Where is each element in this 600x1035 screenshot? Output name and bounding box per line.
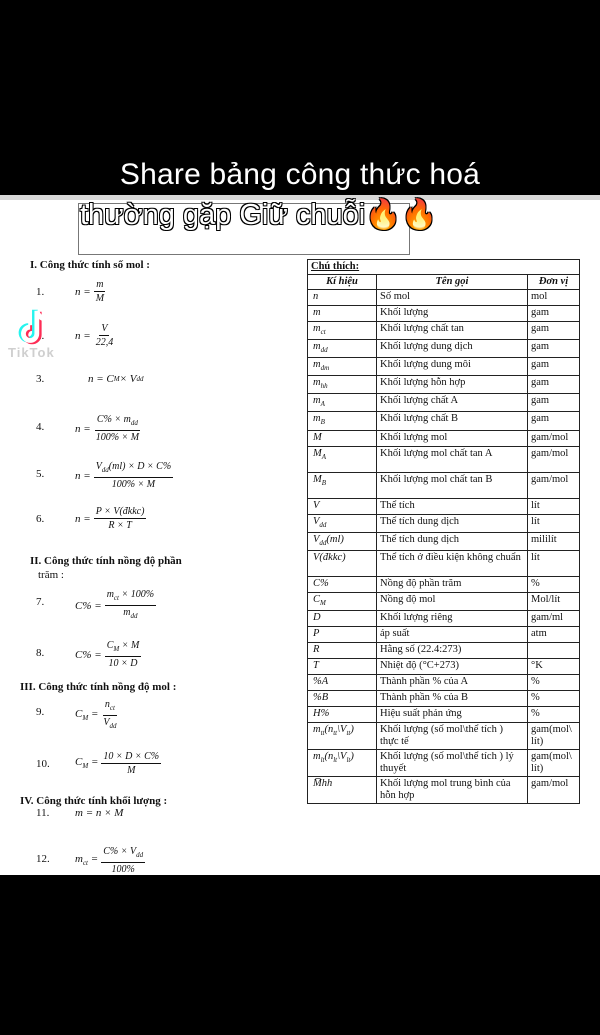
table-row — [308, 430, 580, 446]
cell-name: Khối lượng chất B — [377, 412, 528, 430]
cell-unit: gam — [528, 376, 580, 394]
cell-sym: $m_{ct}$ — [308, 322, 377, 340]
legend-title: Chú thích: — [308, 260, 580, 275]
table-row — [308, 290, 580, 306]
cell-name: Khối lượng — [377, 306, 528, 322]
cell-unit: Mol/lít — [528, 592, 580, 610]
cell-unit: gam/mol — [528, 472, 580, 498]
table-row — [308, 642, 580, 658]
cell-sym: $m_A$ — [308, 394, 377, 412]
cell-unit: gam — [528, 340, 580, 358]
cell-sym: $m_{hh}$ — [308, 376, 377, 394]
cell-unit — [528, 642, 580, 658]
cell-unit: mililít — [528, 532, 580, 550]
formula-number: 5. — [36, 468, 45, 480]
cell-name: Thể tích dung dịch — [377, 532, 528, 550]
cell-sym: $C_M$ — [308, 592, 377, 610]
cell-name: Thành phần % của B — [377, 690, 528, 706]
formula-number: 10. — [36, 758, 50, 770]
caption-line-2 — [80, 198, 437, 232]
cell-sym: $m_{dd}$ — [308, 340, 377, 358]
cell-sym: $M_B$ — [308, 472, 377, 498]
table-row — [308, 674, 580, 690]
cell-unit: % — [528, 576, 580, 592]
table-row — [308, 658, 580, 674]
cell-name: áp suất — [377, 626, 528, 642]
cell-name: Khối lượng mol chất tan A — [377, 446, 528, 472]
cell-name: Khối lượng chất tan — [377, 322, 528, 340]
table-row — [308, 749, 580, 776]
caption-line-2-text: thường gặp Giữ chuỗi — [80, 199, 366, 231]
header-unit: Đơn vị — [528, 275, 580, 290]
cell-unit: gam/mol — [528, 430, 580, 446]
cell-unit: °K — [528, 658, 580, 674]
cell-unit: gam/mol — [528, 776, 580, 803]
cell-sym: T — [308, 658, 377, 674]
cell-name: Khối lượng chất A — [377, 394, 528, 412]
cell-name: Khối lượng mol — [377, 430, 528, 446]
cell-unit: lít — [528, 498, 580, 514]
formula: n = $\frac{V}{22,4}$ — [75, 323, 114, 348]
cell-unit: lít — [528, 514, 580, 532]
formula-number: 1. — [36, 286, 45, 298]
cell-name: Thể tích dung dịch — [377, 514, 528, 532]
table-row — [308, 446, 580, 472]
cell-sym: D — [308, 610, 377, 626]
formula-number: 4. — [36, 421, 45, 433]
cell-name: Hằng số (22.4:273) — [377, 642, 528, 658]
section-3-heading: III. Công thức tính nồng độ mol : — [20, 681, 177, 693]
table-row — [308, 532, 580, 550]
section-1-heading: I. Công thức tính số mol : — [30, 259, 150, 271]
cell-name: Khối lượng mol trung bình của hỗn hợp — [377, 776, 528, 803]
cell-name: Khối lượng hỗn hợp — [377, 376, 528, 394]
cell-sym: $m_{tt}(n_{tt}\backslash V_{tt})$ — [308, 722, 377, 749]
cell-sym: V — [308, 498, 377, 514]
cell-name: Khối lượng mol chất tan B — [377, 472, 528, 498]
fire-emoji: 🔥🔥 — [365, 199, 438, 231]
formula-number: 9. — [36, 706, 45, 718]
table-row — [308, 498, 580, 514]
cell-name: Khối lượng riêng — [377, 610, 528, 626]
cell-name: Hiệu suất phản ứng — [377, 706, 528, 722]
cell-sym: C% — [308, 576, 377, 592]
formula-document — [0, 195, 600, 875]
cell-sym: %B — [308, 690, 377, 706]
cell-unit: gam(mol\ lít) — [528, 722, 580, 749]
cell-sym: m — [308, 306, 377, 322]
table-row — [308, 358, 580, 376]
table-row — [308, 550, 580, 576]
cell-sym: $V_{dd}(ml)$ — [308, 532, 377, 550]
table-row — [308, 706, 580, 722]
section-2-heading-cont: trăm : — [38, 569, 64, 581]
cell-name: Thể tích — [377, 498, 528, 514]
table-row — [308, 412, 580, 430]
formula: $C_M$ = $\frac{10 \times D \times C\%}{M}$ — [75, 751, 160, 776]
cell-name: Thể tích ở điều kiện không chuẩn — [377, 550, 528, 576]
cell-unit: gam/ml — [528, 610, 580, 626]
cell-unit: % — [528, 706, 580, 722]
formula-number: 8. — [36, 647, 45, 659]
formula-number: 7. — [36, 596, 45, 608]
cell-unit: % — [528, 690, 580, 706]
table-row — [308, 322, 580, 340]
formula-number: 12. — [36, 853, 50, 865]
formula: C% = $\frac{C_M \times M}{10 \times D}$ — [75, 640, 140, 669]
formula-number: 2. — [36, 330, 45, 342]
table-row — [308, 690, 580, 706]
table-row — [308, 340, 580, 358]
cell-name: Thành phần % của A — [377, 674, 528, 690]
table-row — [308, 626, 580, 642]
cell-name: Khối lượng (số mol\thể tích ) lý thuyết — [377, 749, 528, 776]
table-row — [308, 592, 580, 610]
table-row — [308, 776, 580, 803]
formula: m = n × M — [75, 807, 124, 819]
formula: n = $\frac{C\% \times m_{dd}}{100\% \times M}$ — [75, 414, 140, 443]
formula: C% = $\frac{m_{ct} \times 100\%}{m_{dd}}$ — [75, 589, 155, 620]
formula-number: 3. — [36, 373, 45, 385]
formula-number: 6. — [36, 513, 45, 525]
cell-sym: $m_{lt}(n_{lt}\backslash V_{lt})$ — [308, 749, 377, 776]
cell-sym: n — [308, 290, 377, 306]
cell-name: Nhiệt độ (°C+273) — [377, 658, 528, 674]
cell-unit: gam — [528, 358, 580, 376]
cell-sym: %A — [308, 674, 377, 690]
cell-unit: lít — [528, 550, 580, 576]
cell-unit: gam — [528, 394, 580, 412]
cell-unit: gam — [528, 412, 580, 430]
table-row — [308, 514, 580, 532]
formula-number: 11. — [36, 807, 50, 819]
cell-sym: $V_{dd}$ — [308, 514, 377, 532]
section-2-heading: II. Công thức tính nồng độ phần — [30, 555, 182, 567]
caption-line-1: Share bảng công thức hoá — [119, 158, 481, 191]
section-4-heading: IV. Công thức tính khối lượng : — [20, 795, 168, 807]
table-row — [308, 722, 580, 749]
table-row — [308, 472, 580, 498]
cell-unit: gam/mol — [528, 446, 580, 472]
cell-name: Khối lượng (số mol\thể tích ) thực tế — [377, 722, 528, 749]
formula: n = $\frac{m}{M}$ — [75, 279, 105, 304]
legend-table — [307, 259, 580, 804]
cell-sym: $M_A$ — [308, 446, 377, 472]
cell-unit: % — [528, 674, 580, 690]
table-row — [308, 376, 580, 394]
cell-sym: $m_B$ — [308, 412, 377, 430]
cell-name: Nồng độ phần trăm — [377, 576, 528, 592]
formula: n = C M × V dd — [88, 373, 144, 385]
cell-sym: P — [308, 626, 377, 642]
cell-name: Số mol — [377, 290, 528, 306]
cell-name: Khối lượng dung môi — [377, 358, 528, 376]
cell-unit: gam — [528, 306, 580, 322]
formula: $C_M$ = $\frac{n_{ct}}{V_{dd}}$ — [75, 699, 117, 730]
tiktok-watermark-text: TikTok — [8, 345, 55, 360]
header-name: Tên gọi — [377, 275, 528, 290]
cell-sym: R — [308, 642, 377, 658]
cell-sym: M — [308, 430, 377, 446]
cell-unit: mol — [528, 290, 580, 306]
table-row — [308, 306, 580, 322]
table-row — [308, 576, 580, 592]
cell-sym: H% — [308, 706, 377, 722]
formula: n = $\frac{\text{P × V(đkkc)}}{R \times T}$ — [75, 506, 145, 531]
cell-unit: atm — [528, 626, 580, 642]
cell-sym: M̅hh — [308, 776, 377, 803]
header-symbol: Kí hiệu — [308, 275, 377, 290]
table-row — [308, 394, 580, 412]
formula: n = $\frac{V_{dd}(ml) \times D \times C\%}{100\% \times M}$ — [75, 461, 172, 490]
cell-unit: gam — [528, 322, 580, 340]
cell-name: Khối lượng dung dịch — [377, 340, 528, 358]
table-row — [308, 610, 580, 626]
cell-unit: gam(mol\ lít) — [528, 749, 580, 776]
cell-sym: V(đkkc) — [308, 550, 377, 576]
cell-sym: $m_{dm}$ — [308, 358, 377, 376]
cell-name: Nồng độ mol — [377, 592, 528, 610]
formula: $m_{ct}$ = $\frac{C\% \times V_{dd}}{100\%}$ — [75, 846, 144, 875]
